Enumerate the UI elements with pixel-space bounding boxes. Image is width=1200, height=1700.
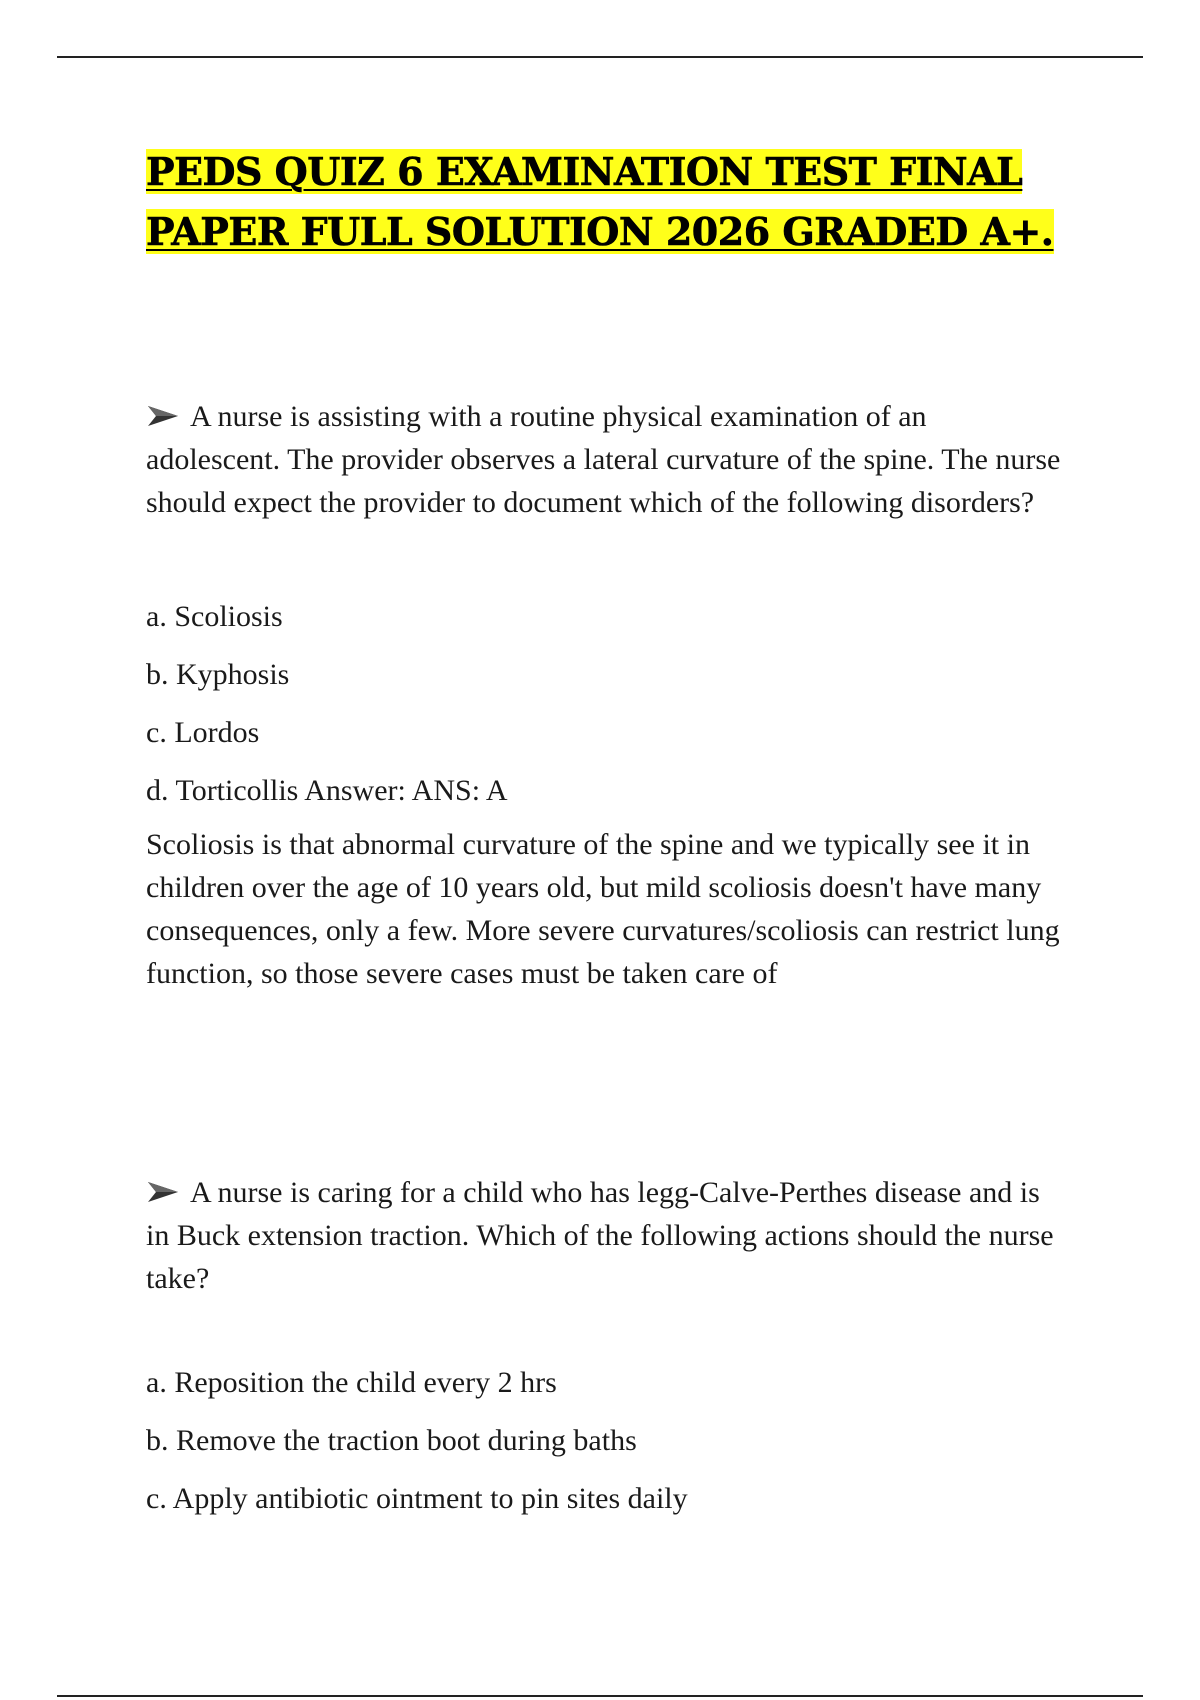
answer-rationale: Scoliosis is that abnormal curvature of the spine and we typically see it in children over the age of 10 years old, but mild scoliosis doesn't have many consequences, only a few. More severe curvatures/scoliosis can restrict lung function, so those severe cases must be taken care of [146, 828, 1060, 990]
option-item: b. Kyphosis [146, 658, 290, 691]
question-block-1 [146, 395, 1066, 995]
option-item: a. Reposition the child every 2 hrs [146, 1366, 557, 1399]
arrow-bullet-icon [146, 1180, 180, 1204]
option-item: d. Torticollis Answer: ANS: A [146, 774, 508, 807]
document-page [146, 142, 1066, 1515]
title-line-2: PAPER FULL SOLUTION 2026 GRADED A+. [146, 209, 1054, 254]
bottom-divider [57, 1695, 1143, 1697]
top-divider [57, 56, 1143, 58]
document-title [146, 142, 1066, 262]
question-text: A nurse is caring for a child who has legg-Calve-Perthes disease and is in Buck extension traction. Which of the following actions should the nurse take? [146, 1176, 1054, 1295]
question-stem [146, 395, 1066, 524]
title-line-1: PEDS QUIZ 6 EXAMINATION TEST FINAL [146, 149, 1023, 194]
question-stem [146, 1171, 1066, 1300]
option-item: a. Scoliosis [146, 600, 283, 633]
question-block-2 [146, 1171, 1066, 1535]
answer-options [146, 1361, 1066, 1520]
answer-options [146, 595, 1066, 812]
option-item: b. Remove the traction boot during baths [146, 1424, 637, 1457]
question-text: A nurse is assisting with a routine physical examination of an adolescent. The provider observes a lateral curvature of the spine. The nurse should expect the provider to document which of the following disorders? [146, 400, 1061, 519]
arrow-bullet-icon [146, 404, 180, 428]
option-item: c. Apply antibiotic ointment to pin sites daily [146, 1482, 688, 1515]
option-item: c. Lordos [146, 716, 260, 749]
